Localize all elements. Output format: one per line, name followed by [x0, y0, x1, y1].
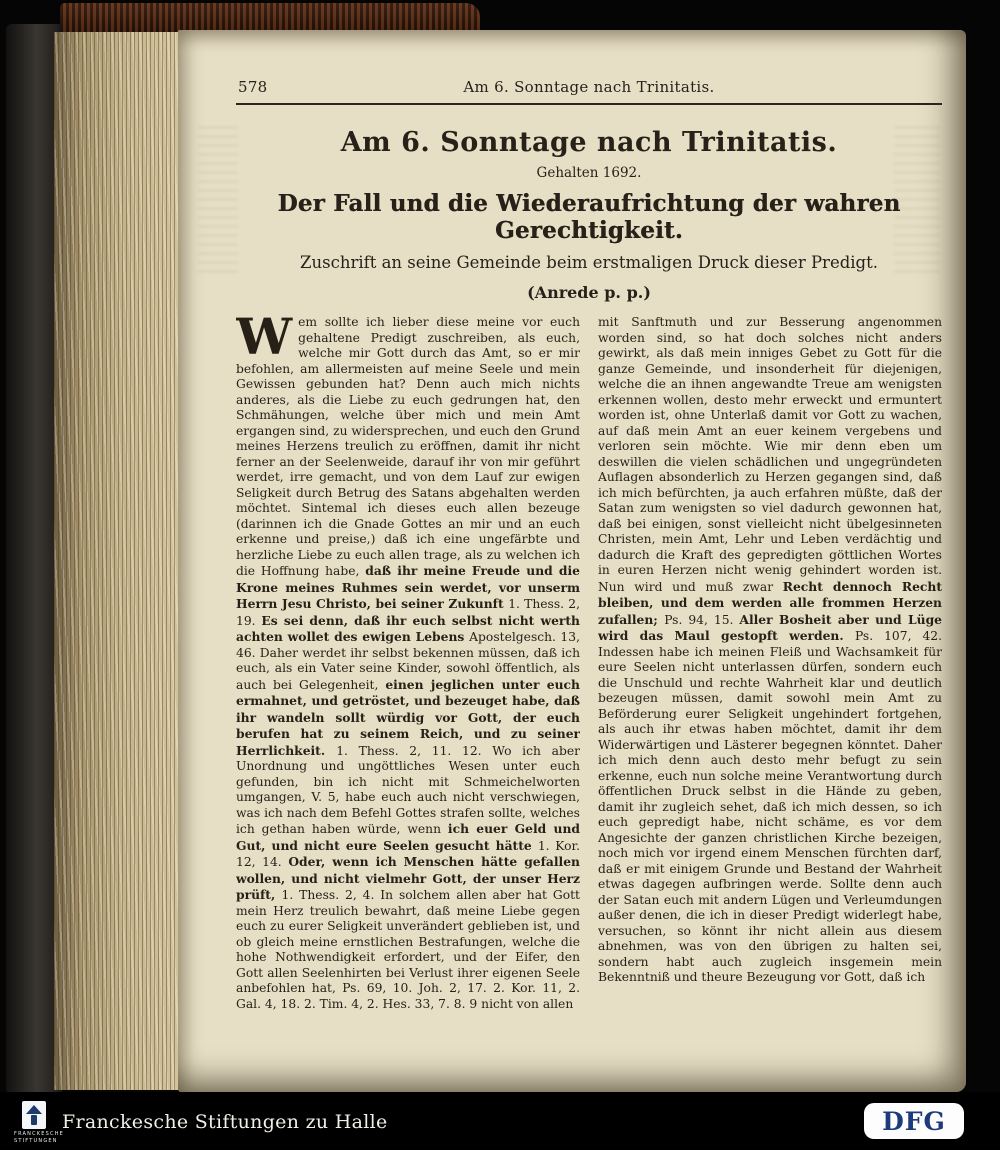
emblem-eagle-icon — [26, 1105, 42, 1114]
text-columns — [236, 315, 942, 1035]
text-segment: ich euer Geld und Gut, und nicht eure Seelen gesucht hätte — [236, 821, 580, 853]
text-segment: Ps. 94, 15. — [664, 612, 740, 627]
page-content — [236, 78, 942, 1035]
main-title: Der Fall und die Wiederaufrichtung der wahren Gerechtigkeit. — [277, 190, 901, 244]
text-segment: Es sei denn, daß ihr euch selbst nicht werth achten wollet des ewigen Lebens — [236, 612, 580, 644]
right-column-text — [598, 315, 942, 984]
left-column-text — [236, 315, 580, 1011]
show-through-ghost — [198, 126, 238, 276]
dfg-logo — [864, 1103, 964, 1139]
fs-logo-line2: STIFTUNGEN — [14, 1137, 58, 1144]
sermon-title: Am 6. Sonntage nach Trinitatis. — [340, 127, 838, 158]
text-segment: 1. Thess. 2, 19. — [236, 597, 580, 628]
text-segment: einen jeglichen unter euch ermahnet, und getröstet, und bezeuget habe, daß ihr wandeln sollt würdig vor Gott, der euch berufen hat zu seinem Reich, und zu seiner Herrlichkeit. — [236, 676, 580, 758]
anrede-line: (Anrede p. p.) — [527, 283, 651, 302]
text-segment: 1. Thess. 2, 4. In solchem allen aber hat Gott mein Herz treulich bewahrt, daß meine Liebe gegen euch zu eurer Seligkeit unverändert geblieben ist, und ob gleich meine ernstlichen Bestrafungen, welche die hohe Nothwendigkeit erfordert, und der Eifer, den Gott allen Seelenhirten bei Verlust ihrer eigenen Seele anbefohlen hat, Ps. 69, 10. Joh. 2, 17. 2. Kor. 11, 2. Gal. 4, 18. 2. Tim. 4, 2. Hes. 33, 7. 8. 9 nicht von allen — [236, 888, 580, 1011]
text-segment: em sollte ich lieber diese meine vor euch gehaltene Predigt zuschreiben, als euch, welche mir Gott durch das Amt, so er mir befohlen, am allermeisten auf meine Seele und mein Gewissen gebunden hat? Denn auch mich nichts anderes, als die Liebe zu euch gedrungen hat, den Schmähungen, welche über mich und mein Amt ergangen sind, zu widersprechen, und euch den Grund meines Herzens treulich zu eröffnen, damit ihr nicht ferner an der Seelenweide, darauf ihr von mir geführt werdet, irre gemacht, und von dem Lauf zur ewigen Seligkeit durch Betrug des Satans abgehalten werden möchtet. Sintemal ich dieses euch allen bezeuge (darinnen ich die Gnade Gottes an mir und an euch erkenne und preise,) daß ich eine ungefärbte und herzliche Liebe zu euch allen trage, als zu welchen ich die Hoffnung habe, — [236, 315, 580, 578]
text-segment: daß ihr meine Freude und die Krone meines Ruhmes sein werdet, vor unserm Herrn Jesu Christo, bei seiner Zukunft — [236, 563, 580, 611]
page-number: 578 — [238, 78, 268, 96]
running-header: Am 6. Sonntage nach Trinitatis. — [463, 78, 715, 96]
text-segment: mit Sanftmuth und zur Besserung angenommen worden sind, so hat doch solches nicht anders gewirkt, als daß mein inniges Gebet zu Gott für die ganze Gemeinde, und insonderheit für diejenigen, welche die an ihnen angewandte Treue am wenigsten erkennen wollen, desto mehr erweckt und ermuntert worden ist, ohne Unterlaß damit vor Gott zu wachen, auf daß mein Amt an euer keinem vergebens und verloren sein möchte. Wie mir denn eben um deswillen die vielen schädlichen und ungegründeten Auflagen absonderlich zu Herzen gegangen sind, daß ich mich befürchten, ja auch erfahren müßte, daß der Satan zum wenigsten so viel dadurch gewonnen hat, daß bei einigen, sonst vielleicht nicht übelgesinneten Christen, mein Amt, Lehr und Leben verdächtig und dadurch die Kraft des gepredigten göttlichen Wortes in euren Herzen nicht wenig gehindert worden ist. Nun wird und muß zwar — [598, 315, 942, 594]
text-segment: Oder, wenn ich Menschen hätte gefallen wollen, und nicht vielmehr Gott, der unser Herz prüft, — [236, 854, 580, 902]
text-segment: 1. Kor. 12, 14. — [236, 838, 580, 869]
text-segment: Recht dennoch Recht bleiben, und dem werden alle frommen Herzen zufallen; — [598, 578, 942, 627]
gehalten-line: Gehalten 1692. — [536, 165, 642, 181]
book-page-edges — [54, 32, 180, 1090]
left-column — [236, 315, 580, 1035]
fs-logo-line1: FRANCKESCHE — [14, 1131, 65, 1137]
dedication-line: Zuschrift an seine Gemeinde beim erstmaligen Druck dieser Predigt. — [300, 253, 878, 272]
header-rule — [236, 103, 942, 105]
emblem-base-icon — [31, 1115, 37, 1125]
page-header — [236, 78, 942, 98]
book-page — [178, 30, 966, 1092]
drop-cap-initial: W — [236, 315, 293, 366]
text-segment: Aller Bosheit aber und Lüge wird das Maul gestopft werden. — [598, 611, 942, 643]
text-segment: Ps. 107, 42. Indessen habe ich meinen Fleiß und Wachsamkeit für eure Seelen nicht unterlassen dürfen, sondern euch die Unschuld und rechte Wahrheit klar und deutlich bezeugen müssen, damit sowohl mein Amt zu Beförderung eurer Seligkeit ungehindert fortgehen, als auch ihr etwas haben möchtet, damit ihr dem Widerwärtigen und Lästerer begegnen könntet. Daher ich mich denn auch desto mehr befugt zu sein erkenne, euch nun solche meine Verantwortung durch öffentlichen Druck selbst in die Hände zu geben, damit ihr zugleich sehet, daß ich mich dessen, so ich euch gepredigt habe, nicht schäme, es vor dem Angesichte der ganzen christlichen Kirche bezeigen, noch mich vor irgend einem Menschen fürchten darf, daß er mit einigem Grunde und Bestand der Wahrheit etwas dagegen aufbringen werde. Sollte denn auch der Satan euch mit andern Lügen und Verleumdungen außer denen, die ich in dieser Predigt widerlegt habe, versuchen, so könnt ihr nicht allein aus diesem abnehmen, was von den übrigen zu halten sei, sondern habt auch zugleich insgemein mein Bekenntniß und theure Bezeugung vor Gott, daß ich — [598, 629, 942, 984]
fs-logo-text — [14, 1131, 65, 1144]
institution-name: Franckesche Stiftungen zu Halle — [62, 1111, 388, 1133]
text-segment: 1. Thess. 2, 11. 12. Wo ich aber Unordnung und ungöttliches Wesen unter euch gefunden, bin ich nicht mit Schmeichelworten umgangen, V. 5, habe euch auch nicht verschwiegen, was ich nach dem Befehl Gottes strafen sollte, welches ich gethan haben würde, wenn — [236, 743, 580, 836]
right-column — [598, 315, 942, 1035]
dfg-label: DFG — [882, 1106, 946, 1136]
text-segment: Apostelgesch. 13, 46. Daher werdet ihr selbst bekennen müssen, daß ich euch, als ein Vater seine Kinder, sowohl öffentlich, als auch bei Gelegenheit, — [236, 630, 580, 692]
book-top-edge — [60, 3, 480, 33]
franckesche-stiftungen-emblem-icon — [22, 1101, 46, 1129]
footer-bar — [0, 1092, 1000, 1150]
franckesche-stiftungen-logo — [14, 1101, 65, 1144]
